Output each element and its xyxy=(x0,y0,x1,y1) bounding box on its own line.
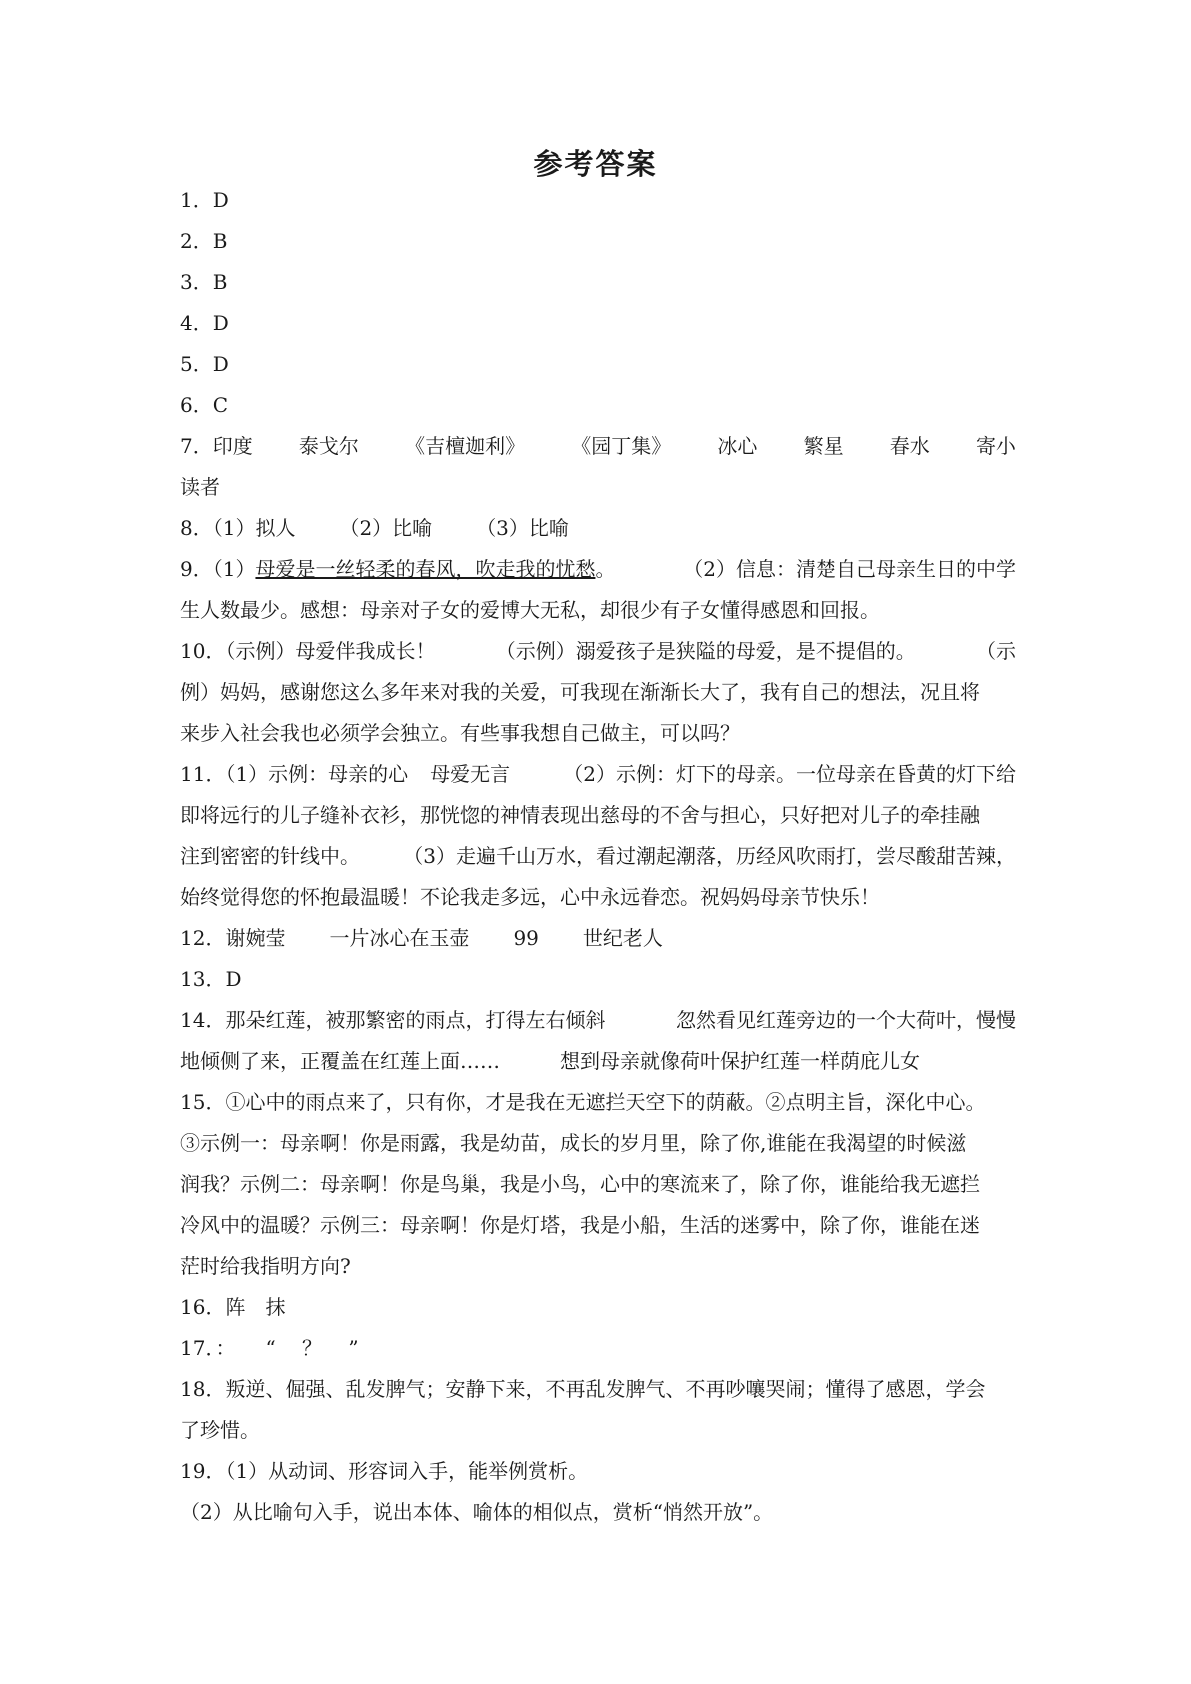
page-title: 参考答案 xyxy=(533,147,658,181)
answer-7-item: 7．印度 xyxy=(180,434,253,458)
answer-8-item: （3）比喻 xyxy=(476,516,569,540)
answer-15-cont: 茫时给我指明方向? xyxy=(180,1254,351,1278)
answer-7-item: 繁星 xyxy=(803,434,844,458)
answer-18-cont: 了珍惜。 xyxy=(180,1418,260,1442)
answer-15-cont: 润我？示例二：母亲啊！你是鸟巢，我是小鸟，心中的寒流来了，除了你，谁能给我无遮拦 xyxy=(180,1172,980,1196)
answer-19-cont: （2）从比喻句入手，说出本体、喻体的相似点，赏析“悄然开放”。 xyxy=(180,1500,774,1524)
answer-11-cont: 注到密密的针线中。 （3）走遍千山万水，看过潮起潮落，历经风吹雨打，尝尽酸甜苦辣， xyxy=(180,844,1016,868)
answer-2: 2．B xyxy=(180,229,228,253)
answer-3: 3．B xyxy=(180,270,228,294)
answer-5: 5．D xyxy=(180,352,229,376)
answer-15-cont: ③示例一：母亲啊！你是雨露，我是幼苗，成长的岁月里，除了你,谁能在我渴望的时候滋 xyxy=(180,1131,967,1155)
answer-19: 19．（1）从动词、形容词入手，能举例赏析。 xyxy=(180,1459,589,1483)
underlined-answer: 母爱是一丝轻柔的春风，吹走我的忧愁 xyxy=(255,557,596,581)
answer-16: 16．阵 抹 xyxy=(180,1295,286,1319)
answer-12: 12．谢婉莹 一片冰心在玉壶 99 世纪老人 xyxy=(180,926,663,950)
answer-8-item: （2）比喻 xyxy=(339,516,433,540)
answer-10: 10．（示例）母爱伴我成长！ （示例）溺爱孩子是狭隘的母爱，是不提倡的。 （示 xyxy=(180,639,1016,663)
answer-9-part1: 9．（1）母爱是一丝轻柔的春风，吹走我的忧愁。 xyxy=(180,557,616,581)
answer-list xyxy=(180,180,1016,1533)
answer-7 xyxy=(180,426,1016,467)
answer-10-cont: 例）妈妈，感谢您这么多年来对我的关爱，可我现在渐渐长大了，我有自己的想法，况且将 xyxy=(180,680,980,704)
answer-9 xyxy=(180,549,1016,590)
answer-17: 17．： “ ？ ” xyxy=(180,1336,359,1360)
answer-10-cont: 来步入社会我也必须学会独立。有些事我想自己做主，可以吗？ xyxy=(180,721,740,745)
answer-14: 14．那朵红莲，被那繁密的雨点，打得左右倾斜 忽然看见红莲旁边的一个大荷叶，慢慢 xyxy=(180,1008,1016,1032)
answer-15: 15．①心中的雨点来了，只有你，才是我在无遮拦天空下的荫蔽。②点明主旨，深化中心。 xyxy=(180,1090,986,1114)
answer-13: 13．D xyxy=(180,967,242,991)
answer-7-item: 泰戈尔 xyxy=(298,434,359,458)
answer-7-item: 冰心 xyxy=(717,434,758,458)
answer-7-item: 《吉檀迦利》 xyxy=(405,434,526,458)
answer-9-cont: 生人数最少。感想：母亲对子女的爱博大无私，却很少有子女懂得感恩和回报。 xyxy=(180,598,880,622)
answer-15-cont: 冷风中的温暖？示例三：母亲啊！你是灯塔，我是小船，生活的迷雾中，除了你，谁能在迷 xyxy=(180,1213,980,1237)
answer-4: 4．D xyxy=(180,311,229,335)
answer-11-cont: 始终觉得您的怀抱最温暖！不论我走多远，心中永远眷恋。祝妈妈母亲节快乐！ xyxy=(180,885,880,909)
answer-11: 11．（1）示例：母亲的心 母爱无言 （2）示例：灯下的母亲。一位母亲在昏黄的灯下给 xyxy=(180,762,1016,786)
answer-11-cont: 即将远行的儿子缝补衣衫，那恍惚的神情表现出慈母的不舍与担心，只好把对儿子的牵挂融 xyxy=(180,803,980,827)
answer-7-item: 春水 xyxy=(889,434,930,458)
answer-1: 1．D xyxy=(180,188,229,212)
answer-7-cont: 读者 xyxy=(180,475,220,499)
answer-18: 18．叛逆、倔强、乱发脾气；安静下来，不再乱发脾气、不再吵嚷哭闹；懂得了感恩，学会 xyxy=(180,1377,986,1401)
answer-9-part2: （2）信息：清楚自己母亲生日的中学 xyxy=(683,557,1016,581)
answer-14-cont: 地倾侧了来，正覆盖在红莲上面…… 想到母亲就像荷叶保护红莲一样荫庇儿女 xyxy=(180,1049,920,1073)
answer-6: 6．C xyxy=(180,393,229,417)
answer-7-item: 寄小 xyxy=(975,434,1016,458)
answer-8 xyxy=(180,508,1016,549)
answer-7-item: 《园丁集》 xyxy=(571,434,672,458)
answer-8-item: 8．（1）拟人 xyxy=(180,516,296,540)
